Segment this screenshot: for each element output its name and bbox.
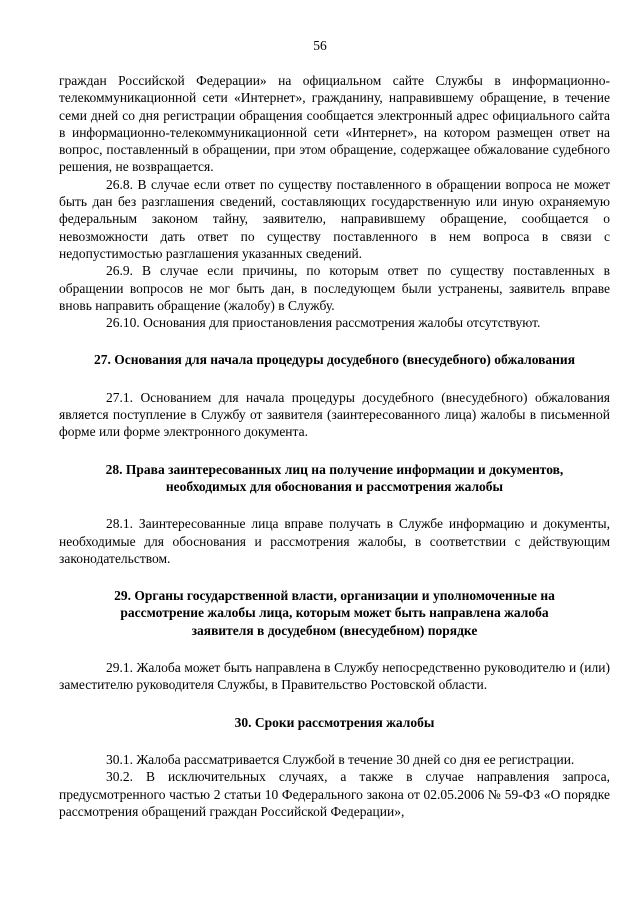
section-heading-line: заявителя в досудебном (внесудебном) порядке xyxy=(191,622,478,638)
paragraph: 30.2. В исключительных случаях, а также в случае направления запроса, предусмотренного частью 2 статьи 10 Федерального закона от 02.05.2006 № 59-ФЗ «О порядке рассмотрения обращений граждан Российской Федерации», xyxy=(59,769,610,819)
paragraph: 26.10. Основания для приостановления рассмотрения жалобы отсутствуют. xyxy=(106,315,541,331)
paragraph: граждан Российской Федерации» на официальном сайте Службы в информационно-телекоммуникационной сети «Интернет», гражданину, направившему обращение, в течение семи дней со дня регистрации обращения сообщается электронный адрес официального сайта в информационно-телекоммуникационной сети «Интернет», на котором размещен ответ на вопрос, поставленный в обращении, при этом обращение, содержащее обжалование судебного решения, не возвращается. xyxy=(59,73,610,175)
section-heading: 27. Основания для начала процедуры досудебного (внесудебного) обжалования xyxy=(93,352,576,368)
paragraph: 26.9. В случае если причины, по которым ответ по существу поставленных в обращении вопросов не мог быть дан, в последующем были устранены, заявитель вправе вновь направить обращение (жалобу) в Службу. xyxy=(59,263,610,313)
paragraph: 30.1. Жалоба рассматривается Службой в течение 30 дней со дня ее регистрации. xyxy=(106,751,575,767)
section-heading-line: рассмотрение жалобы лица, которым может быть направлена жалоба xyxy=(120,605,549,621)
document-body xyxy=(59,72,610,820)
paragraph: 28.1. Заинтересованные лица вправе получать в Службе информацию и документы, необходимые для обоснования и рассмотрения жалобы, в соответствии с действующим законодательством. xyxy=(59,516,610,566)
section-heading-line: 29. Органы государственной власти, организации и уполномоченные на xyxy=(114,588,555,604)
section-heading-line: необходимых для обоснования и рассмотрения жалобы xyxy=(165,478,504,494)
section-heading xyxy=(59,587,610,639)
paragraph: 29.1. Жалоба может быть направлена в Службу непосредственно руководителю и (или) заместителю руководителя Службы, в Правительство Ростовской области. xyxy=(59,660,610,693)
section-heading: 30. Сроки рассмотрения жалобы xyxy=(234,714,435,730)
section-heading-line: 28. Права заинтересованных лиц на получение информации и документов, xyxy=(105,461,564,477)
paragraph: 26.8. В случае если ответ по существу поставленного в обращении вопроса не может быть дан без разглашения сведений, составляющих государственную или иную охраняемую федеральным законом тайну, заявителю, направившему обращение, сообщается о невозможности дать ответ по существу поставленного в нем вопроса в связи с недопустимостью разглашения указанных сведений. xyxy=(59,176,610,261)
page-number: 56 xyxy=(313,38,327,53)
paragraph: 27.1. Основанием для начала процедуры досудебного (внесудебного) обжалования является поступление в Службу от заявителя (заинтересованного лица) жалобы в письменной форме или форме электронного документа. xyxy=(59,389,610,440)
section-heading xyxy=(59,461,610,496)
